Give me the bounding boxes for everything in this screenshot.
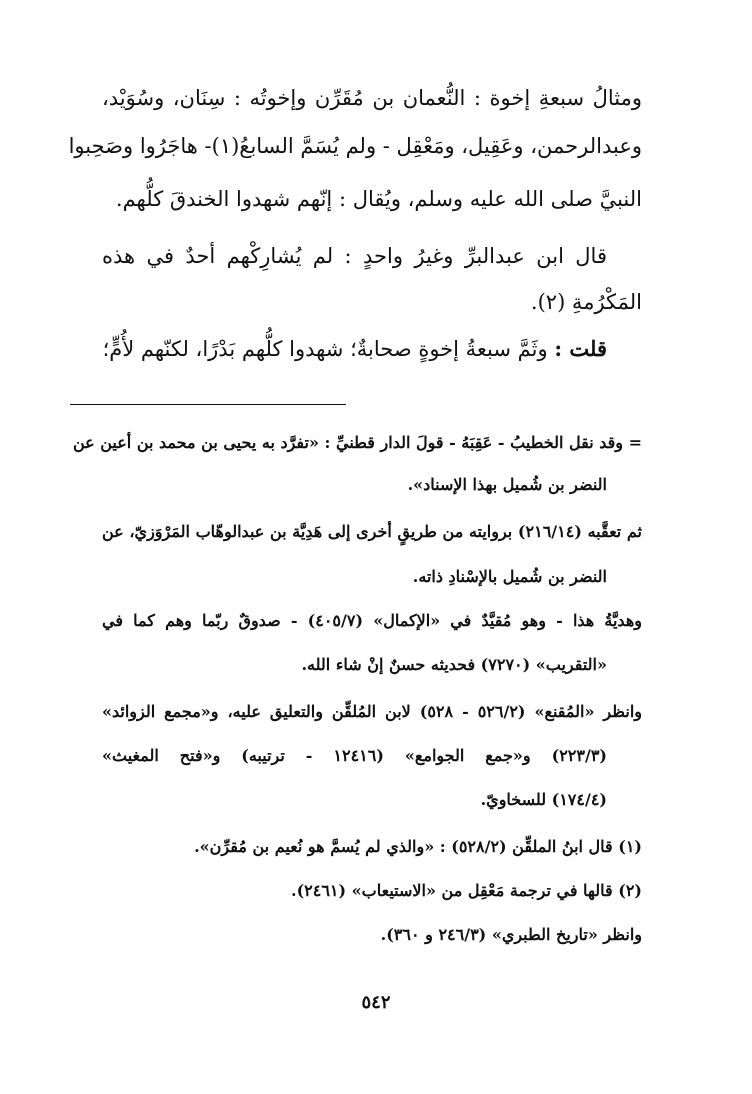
note-1-line-2: النضر بن شُميل بهذا الإسناد». (407, 475, 607, 494)
note-2-line-1: ثم تعقَّبه (٢١٦/١٤) بروايته من طريقٍ أخرى إلى هَدِيَّة بن عبدالوهّاب المَرْوَزيّ، عن (102, 522, 643, 541)
page-number: ٥٤٢ (361, 992, 391, 1013)
footnote-1: (١) قال ابنُ الملقِّن (٥٢٨/٢) : «والذي لم يُسمَّ هو نُعيم بن مُقرِّن». (194, 837, 642, 856)
footnote-2-continuation: وانظر «تاريخ الطبري» (٢٤٦/٣ و ٣٦٠). (380, 925, 642, 944)
main-paragraph-3-text: وثَمَّ سبعةُ إخوةٍ صحابةٌ؛ شهدوا كلُّهم بَدْرًا، لكنّهم لأُمٍّ؛ (102, 337, 548, 361)
note-4-line-2: (٢٢٣/٣) و«جمع الجوامع» (١٢٤١٦ - ترتيبه) و«فتح المغيث» (102, 746, 607, 765)
note-4-line-1: وانظر «المُقنع» (٥٢٦/٢ - ٥٢٨) لابن المُلقِّن والتعليق عليه، و«مجمع الزوائد» (102, 702, 642, 721)
note-4-line-3: (١٧٤/٤) للسخاويّ. (480, 790, 607, 809)
qultu-label: قلت : (554, 336, 607, 361)
footnote-2: (٢) قالها في ترجمة مَعْقِل من «الاستيعاب» (٢٤٦١). (291, 881, 642, 900)
footnote-divider (70, 404, 346, 405)
note-3-line-2: «التقريب» (٧٢٧٠) فحديثه حسنٌ إنْ شاء الله. (301, 655, 607, 674)
main-paragraph-1-line-2: وعبدالرحمن، وعَقِيل، ومَعْقِل - ولم يُسَمَّ السابعُ(١)- هاجَرُوا وصَحِبوا (68, 134, 642, 158)
note-3-line-1: وهديَّةُ هذا - وهو مُقيَّدٌ في «الإكمال» (٤٠٥/٧) - صدوقٌ ربّما وهم كما في (102, 611, 642, 630)
main-paragraph-1-line-3: النبيَّ صلى الله عليه وسلم، ويُقال : إنّهم شهدوا الخندقَ كلُّهم. (115, 187, 642, 211)
note-2-line-2: النضر بن شُميل بالإسْنادِ ذاته. (412, 567, 607, 586)
main-paragraph-1-line-1: ومثالُ سبعةِ إخوة : النُّعمان بن مُقَرِّن وإخوتُه : سِنَان، وسُوَيْد، (102, 86, 642, 110)
main-paragraph-3-line-1 (102, 331, 607, 367)
main-paragraph-2-line-1: قال ابن عبدالبرِّ وغيرُ واحدٍ : لم يُشارِكْهم أحدٌ في هذه (102, 244, 607, 268)
note-1-line-1: = وقد نقل الخطيبُ - عَقِبَهُ - قولَ الدار قطنيِّ : «تفرَّد به يحيى بن محمد بن أعين عن (72, 433, 642, 452)
main-paragraph-2-line-2: المَكْرُمةِ (٢). (530, 290, 642, 314)
